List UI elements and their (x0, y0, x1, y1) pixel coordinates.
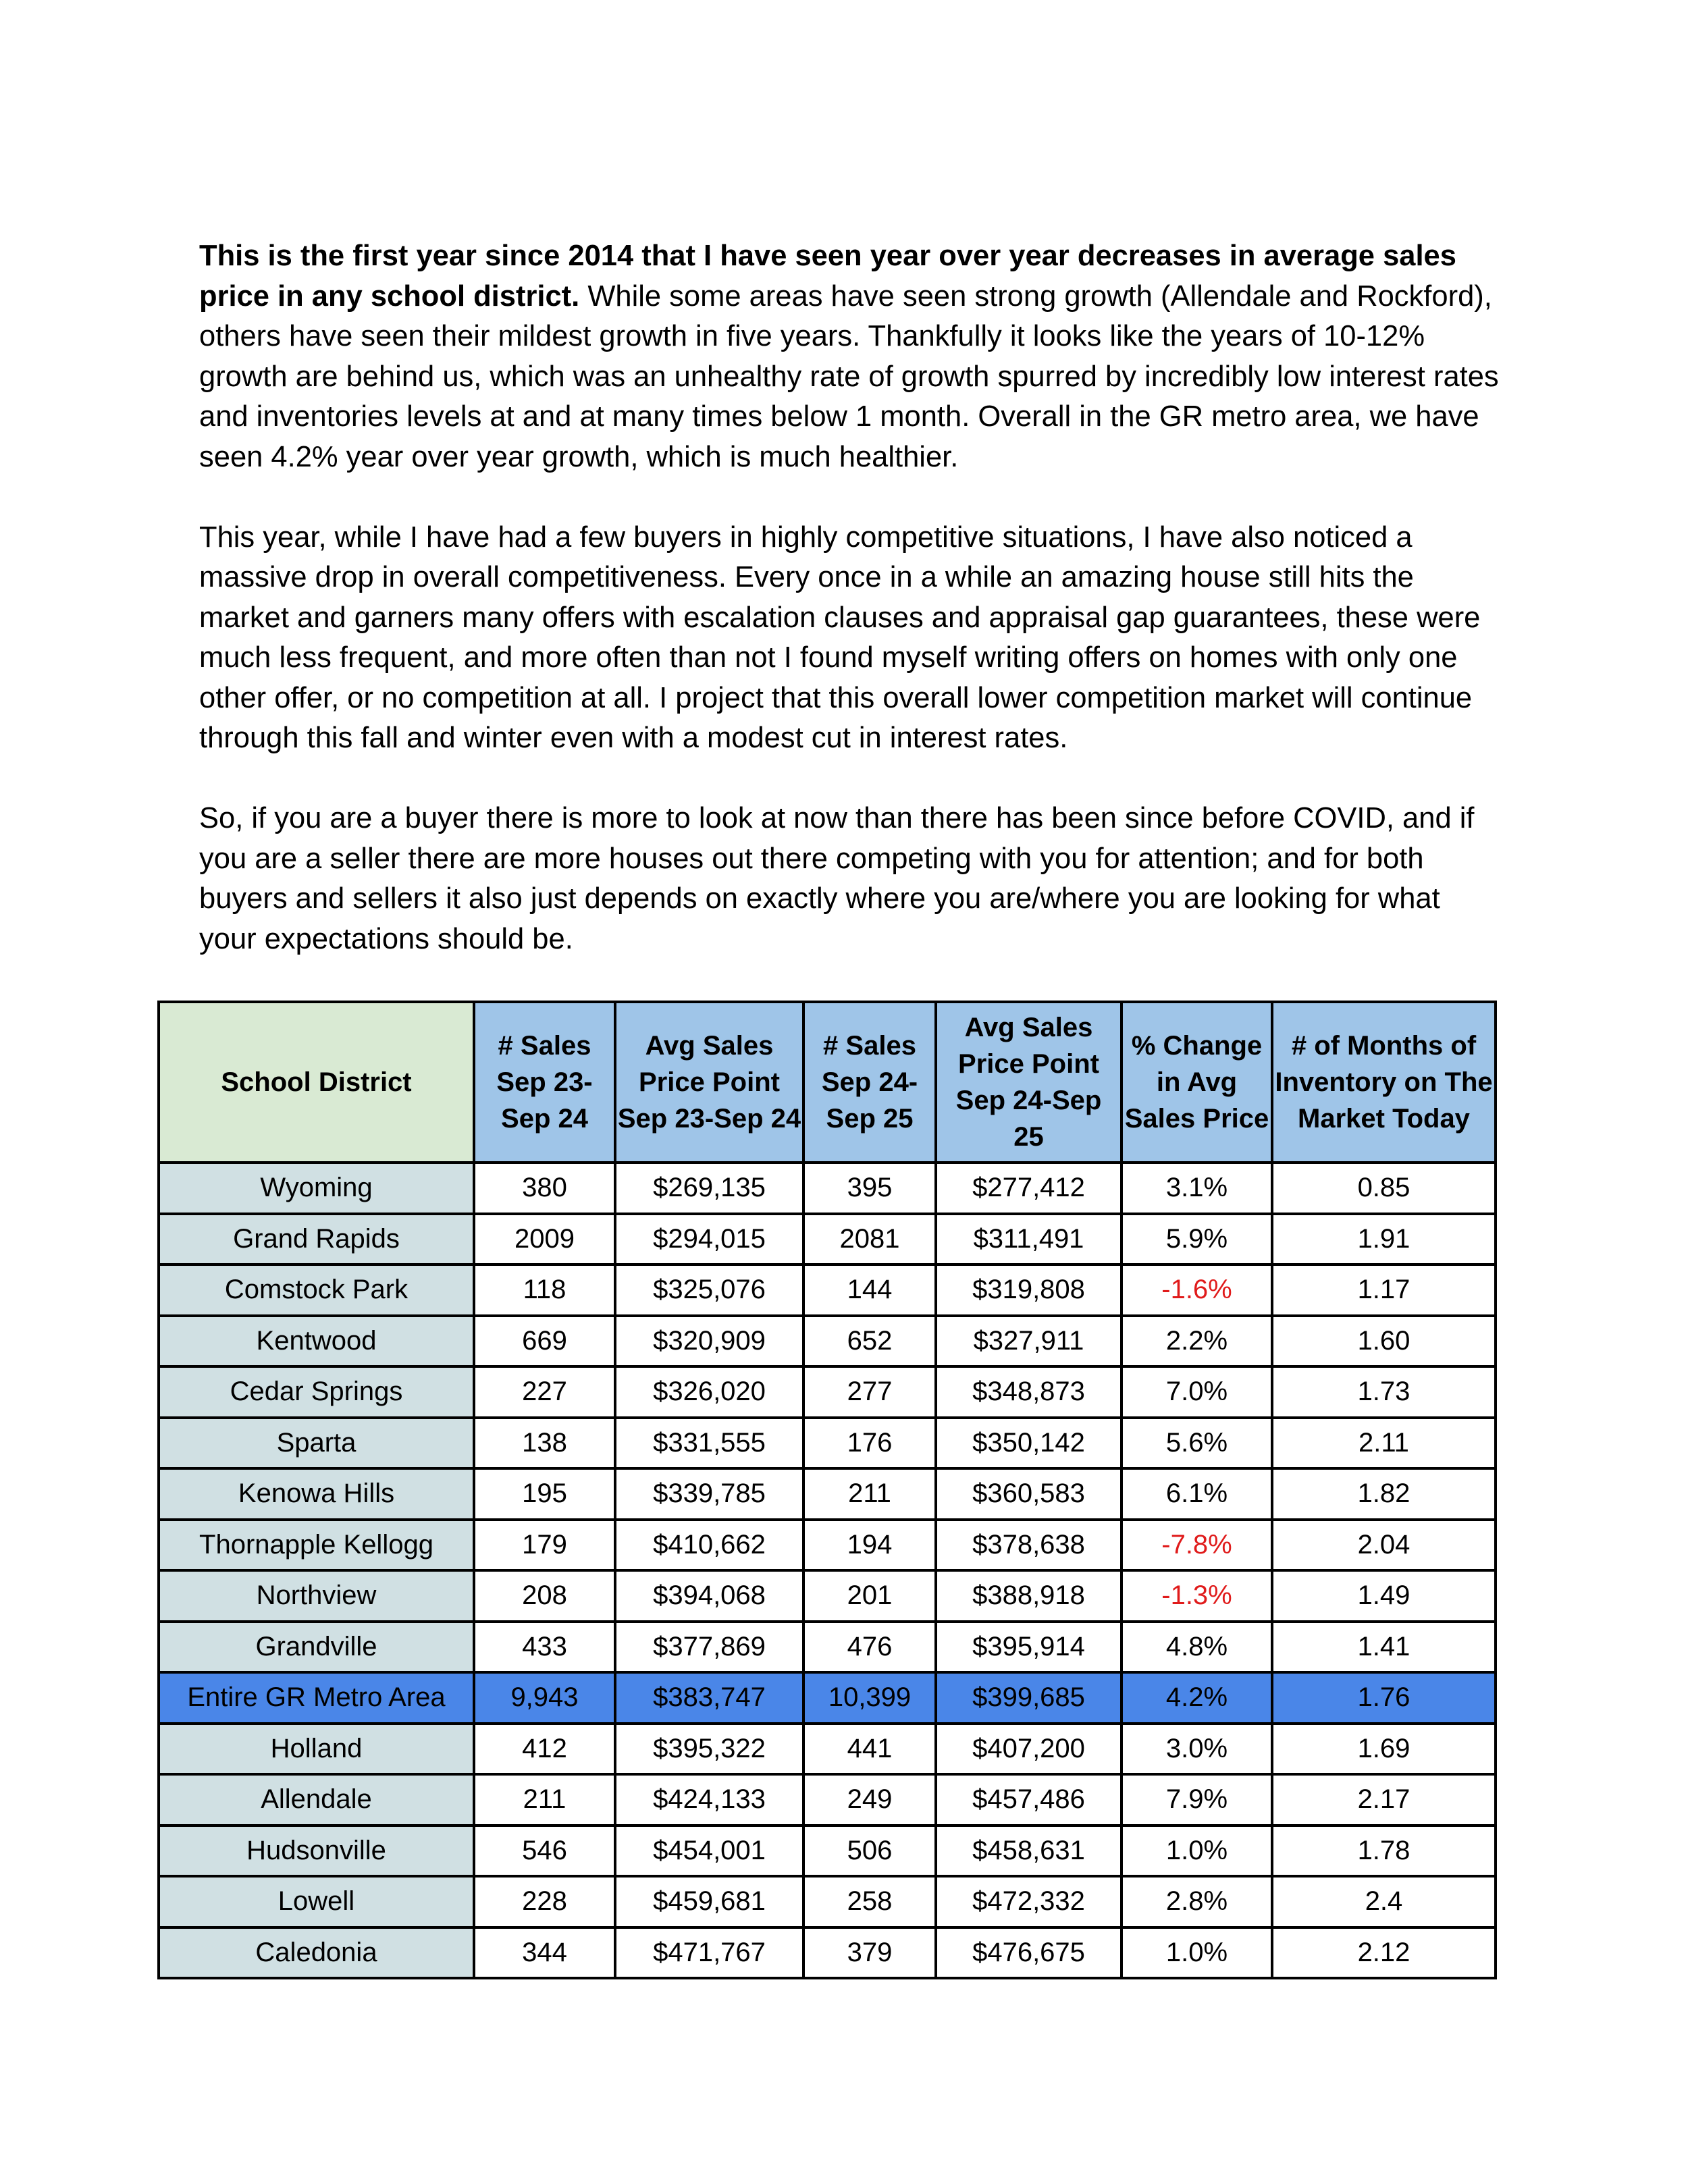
avg-price-24-25-cell: $319,808 (936, 1264, 1122, 1316)
months-inventory-cell: 1.41 (1272, 1622, 1496, 1673)
sales-23-24-cell: 195 (474, 1468, 615, 1520)
months-inventory-cell: 1.78 (1272, 1826, 1496, 1877)
table-row (159, 1927, 1496, 1979)
district-cell: Grand Rapids (159, 1214, 474, 1265)
pct-change-cell: 3.1% (1122, 1163, 1272, 1214)
school-district-sales-table (157, 1001, 1497, 1979)
paragraph-1-bold: This is the first year since 2014 that I have seen year over year decreases in average sales price in any school district. (199, 240, 1456, 313)
table-row (159, 1520, 1496, 1571)
avg-price-23-24-cell: $320,909 (615, 1316, 803, 1367)
pct-change-cell: 2.8% (1122, 1876, 1272, 1927)
sales-23-24-cell: 380 (474, 1163, 615, 1214)
avg-price-23-24-cell: $471,767 (615, 1927, 803, 1979)
avg-price-24-25-cell: $327,911 (936, 1316, 1122, 1367)
table-row (159, 1163, 1496, 1214)
sales-24-25-cell: 176 (803, 1418, 936, 1469)
pct-change-cell: 5.6% (1122, 1418, 1272, 1469)
months-inventory-cell: 2.17 (1272, 1774, 1496, 1826)
sales-23-24-cell: 179 (474, 1520, 615, 1571)
sales-24-25-cell: 395 (803, 1163, 936, 1214)
months-inventory-cell: 1.49 (1272, 1570, 1496, 1622)
avg-price-24-25-cell: $348,873 (936, 1366, 1122, 1418)
avg-price-24-25-cell: $458,631 (936, 1826, 1122, 1877)
sales-24-25-cell: 201 (803, 1570, 936, 1622)
avg-price-23-24-cell: $294,015 (615, 1214, 803, 1265)
table-row (159, 1366, 1496, 1418)
months-inventory-cell: 2.04 (1272, 1520, 1496, 1571)
sales-23-24-cell: 9,943 (474, 1672, 615, 1724)
avg-price-24-25-cell: $311,491 (936, 1214, 1122, 1265)
header-avg-price-23-24: Avg Sales Price Point Sep 23-Sep 24 (615, 1002, 803, 1163)
pct-change-cell: 7.0% (1122, 1366, 1272, 1418)
sales-24-25-cell: 10,399 (803, 1672, 936, 1724)
district-cell: Kentwood (159, 1316, 474, 1367)
sales-23-24-cell: 208 (474, 1570, 615, 1622)
sales-24-25-cell: 258 (803, 1876, 936, 1927)
district-cell: Hudsonville (159, 1826, 474, 1877)
avg-price-24-25-cell: $407,200 (936, 1724, 1122, 1775)
avg-price-23-24-cell: $269,135 (615, 1163, 803, 1214)
district-cell: Entire GR Metro Area (159, 1672, 474, 1724)
table-row-highlighted (159, 1672, 1496, 1724)
sales-24-25-cell: 249 (803, 1774, 936, 1826)
table-row (159, 1214, 1496, 1265)
sales-24-25-cell: 441 (803, 1724, 936, 1775)
paragraph-2: This year, while I have had a few buyers in highly competitive situations, I have also noticed a massive drop in overall competitiveness. Every once in a while an amazing house still hits the market and garners many offers with escalation clauses and appraisal gap guarantees, these were much less frequent, and more often than not I found myself writing offers on homes with only one other offer, or no competition at all. I project that this overall lower competition market will continue through this fall and winter even with a modest cut in interest rates. (199, 521, 1481, 754)
header-sales-23-24: # Sales Sep 23-Sep 24 (474, 1002, 615, 1163)
sales-24-25-cell: 211 (803, 1468, 936, 1520)
district-cell: Holland (159, 1724, 474, 1775)
table-row (159, 1622, 1496, 1673)
pct-change-cell: 3.0% (1122, 1724, 1272, 1775)
avg-price-24-25-cell: $457,486 (936, 1774, 1122, 1826)
paragraph-1 (199, 236, 1502, 477)
district-cell: Cedar Springs (159, 1366, 474, 1418)
sales-23-24-cell: 138 (474, 1418, 615, 1469)
header-pct-change: % Change in Avg Sales Price (1122, 1002, 1272, 1163)
sales-24-25-cell: 506 (803, 1826, 936, 1877)
avg-price-23-24-cell: $395,322 (615, 1724, 803, 1775)
months-inventory-cell: 2.4 (1272, 1876, 1496, 1927)
sales-23-24-cell: 546 (474, 1826, 615, 1877)
district-cell: Kenowa Hills (159, 1468, 474, 1520)
avg-price-23-24-cell: $454,001 (615, 1826, 803, 1877)
avg-price-23-24-cell: $394,068 (615, 1570, 803, 1622)
avg-price-24-25-cell: $388,918 (936, 1570, 1122, 1622)
district-cell: Wyoming (159, 1163, 474, 1214)
avg-price-24-25-cell: $472,332 (936, 1876, 1122, 1927)
pct-change-cell: 2.2% (1122, 1316, 1272, 1367)
sales-23-24-cell: 118 (474, 1264, 615, 1316)
table-row (159, 1724, 1496, 1775)
header-school-district: School District (159, 1002, 474, 1163)
avg-price-23-24-cell: $383,747 (615, 1672, 803, 1724)
months-inventory-cell: 1.73 (1272, 1366, 1496, 1418)
sales-24-25-cell: 652 (803, 1316, 936, 1367)
table-row (159, 1316, 1496, 1367)
header-sales-24-25: # Sales Sep 24-Sep 25 (803, 1002, 936, 1163)
months-inventory-cell: 2.12 (1272, 1927, 1496, 1979)
district-cell: Northview (159, 1570, 474, 1622)
header-months-inventory: # of Months of Inventory on The Market Today (1272, 1002, 1496, 1163)
district-cell: Thornapple Kellogg (159, 1520, 474, 1571)
sales-23-24-cell: 228 (474, 1876, 615, 1927)
avg-price-23-24-cell: $339,785 (615, 1468, 803, 1520)
sales-23-24-cell: 211 (474, 1774, 615, 1826)
avg-price-23-24-cell: $326,020 (615, 1366, 803, 1418)
avg-price-23-24-cell: $459,681 (615, 1876, 803, 1927)
pct-change-cell: 1.0% (1122, 1826, 1272, 1877)
body-text (199, 236, 1502, 1000)
avg-price-23-24-cell: $377,869 (615, 1622, 803, 1673)
avg-price-24-25-cell: $399,685 (936, 1672, 1122, 1724)
table-row (159, 1876, 1496, 1927)
sales-23-24-cell: 2009 (474, 1214, 615, 1265)
district-cell: Comstock Park (159, 1264, 474, 1316)
table-header-row (159, 1002, 1496, 1163)
sales-23-24-cell: 227 (474, 1366, 615, 1418)
avg-price-23-24-cell: $410,662 (615, 1520, 803, 1571)
sales-24-25-cell: 144 (803, 1264, 936, 1316)
pct-change-cell: -7.8% (1122, 1520, 1272, 1571)
district-cell: Lowell (159, 1876, 474, 1927)
avg-price-23-24-cell: $325,076 (615, 1264, 803, 1316)
months-inventory-cell: 1.91 (1272, 1214, 1496, 1265)
avg-price-24-25-cell: $378,638 (936, 1520, 1122, 1571)
avg-price-23-24-cell: $424,133 (615, 1774, 803, 1826)
avg-price-24-25-cell: $395,914 (936, 1622, 1122, 1673)
header-avg-price-24-25: Avg Sales Price Point Sep 24-Sep 25 (936, 1002, 1122, 1163)
months-inventory-cell: 1.60 (1272, 1316, 1496, 1367)
sales-23-24-cell: 433 (474, 1622, 615, 1673)
paragraph-3: So, if you are a buyer there is more to look at now than there has been since before COVID, and if you are a seller there are more houses out there competing with you for attention; and for both buyers and sellers it also just depends on exactly where you are/where you are looking for what your expectations should be. (199, 802, 1475, 955)
avg-price-24-25-cell: $350,142 (936, 1418, 1122, 1469)
table-row (159, 1418, 1496, 1469)
sales-24-25-cell: 476 (803, 1622, 936, 1673)
pct-change-cell: 4.2% (1122, 1672, 1272, 1724)
avg-price-23-24-cell: $331,555 (615, 1418, 803, 1469)
months-inventory-cell: 0.85 (1272, 1163, 1496, 1214)
district-cell: Allendale (159, 1774, 474, 1826)
paragraph-1-text: While some areas have seen strong growth (Allendale and Rockford), others have seen their mildest growth in five years. Thankfully it looks like the years of 10-12% growth are behind us, which was an unhealthy rate of growth spurred by incredibly low interest rates and inventories levels at and at many times below 1 month. Overall in the GR metro area, we have seen 4.2% year over year growth, which is much healthier. (199, 279, 1499, 473)
months-inventory-cell: 1.69 (1272, 1724, 1496, 1775)
avg-price-24-25-cell: $277,412 (936, 1163, 1122, 1214)
months-inventory-cell: 1.17 (1272, 1264, 1496, 1316)
sales-24-25-cell: 194 (803, 1520, 936, 1571)
table-row (159, 1774, 1496, 1826)
sales-23-24-cell: 412 (474, 1724, 615, 1775)
sales-23-24-cell: 344 (474, 1927, 615, 1979)
table-row (159, 1570, 1496, 1622)
pct-change-cell: 6.1% (1122, 1468, 1272, 1520)
district-cell: Grandville (159, 1622, 474, 1673)
district-cell: Sparta (159, 1418, 474, 1469)
months-inventory-cell: 2.11 (1272, 1418, 1496, 1469)
pct-change-cell: 1.0% (1122, 1927, 1272, 1979)
pct-change-cell: -1.6% (1122, 1264, 1272, 1316)
pct-change-cell: -1.3% (1122, 1570, 1272, 1622)
sales-24-25-cell: 2081 (803, 1214, 936, 1265)
sales-24-25-cell: 277 (803, 1366, 936, 1418)
months-inventory-cell: 1.76 (1272, 1672, 1496, 1724)
avg-price-24-25-cell: $476,675 (936, 1927, 1122, 1979)
months-inventory-cell: 1.82 (1272, 1468, 1496, 1520)
sales-24-25-cell: 379 (803, 1927, 936, 1979)
table-row (159, 1264, 1496, 1316)
table-row (159, 1826, 1496, 1877)
district-cell: Caledonia (159, 1927, 474, 1979)
pct-change-cell: 4.8% (1122, 1622, 1272, 1673)
table-row (159, 1468, 1496, 1520)
sales-23-24-cell: 669 (474, 1316, 615, 1367)
pct-change-cell: 7.9% (1122, 1774, 1272, 1826)
avg-price-24-25-cell: $360,583 (936, 1468, 1122, 1520)
pct-change-cell: 5.9% (1122, 1214, 1272, 1265)
